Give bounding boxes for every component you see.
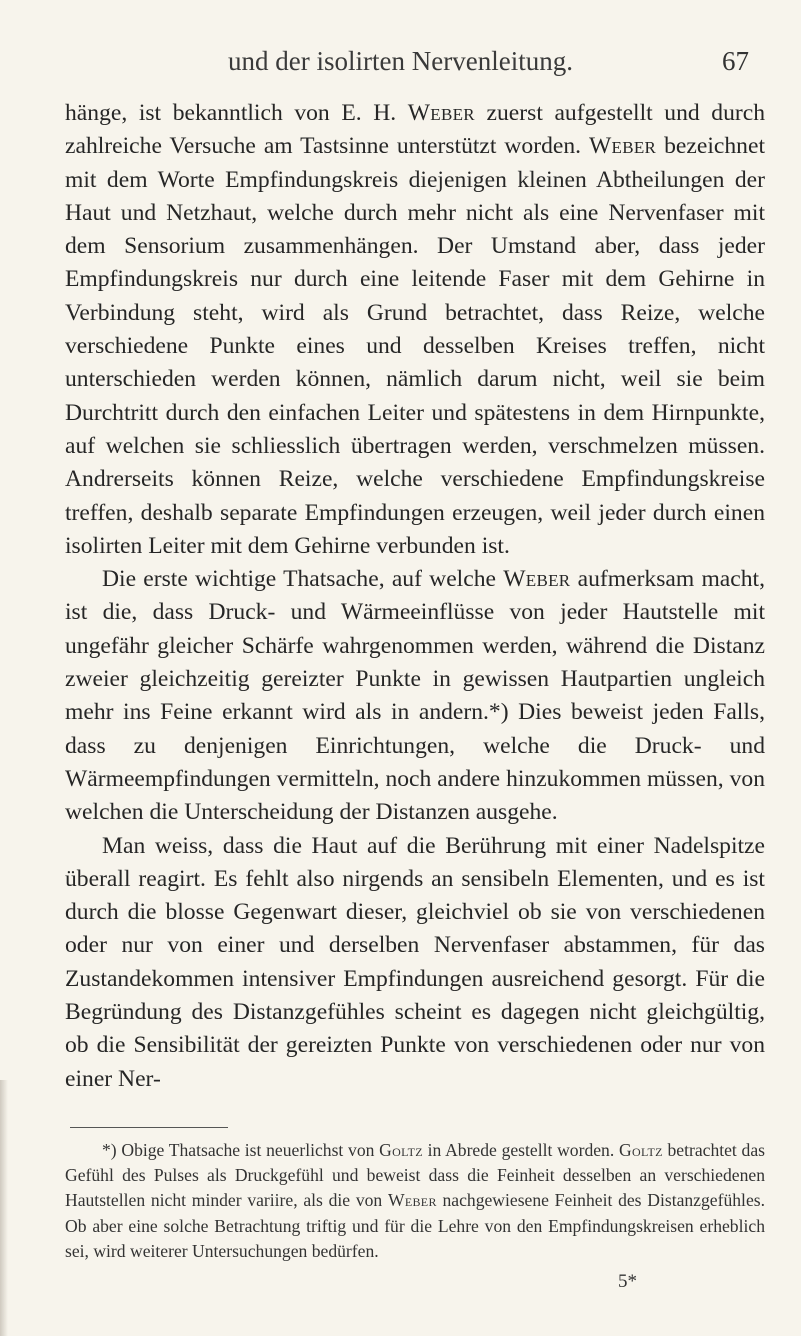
text-run: nachgewiesene Feinheit des Distanzgefühles. Ob aber eine solche Betrachtung triftig und für die Lehre von den Empfindungskreisen erheblich sei, wird weiterer Untersuchungen bedürfen. xyxy=(65,1190,765,1261)
running-head: und der isolirten Nervenleitung. xyxy=(228,46,573,76)
page-edge-shadow xyxy=(0,1080,8,1336)
page-number: 67 xyxy=(722,46,749,76)
footnote xyxy=(65,1138,765,1264)
text-run: *) Obige Thatsache ist neuerlichst von xyxy=(102,1140,380,1160)
text-run: zuerst aufgestellt und durch zahlreiche Versuche am Tastsinne unterstützt worden. xyxy=(65,100,765,160)
footnote-rule xyxy=(70,1127,228,1128)
body-text xyxy=(65,97,765,1096)
footnote-text xyxy=(65,1138,765,1264)
author-name: Weber xyxy=(588,133,657,160)
text-run: in Abrede gestellt worden. xyxy=(422,1140,619,1160)
author-name: Weber xyxy=(387,1190,437,1211)
text-run: Die erste wichtige Thatsache, auf welche xyxy=(102,566,504,593)
author-name: Goltz xyxy=(618,1140,663,1160)
signature-mark: 5* xyxy=(618,1271,637,1292)
paragraph-2 xyxy=(65,563,765,829)
text-run: bezeichnet mit dem Worte Empfindungskreis diejenigen kleinen Abtheilungen der Haut und Netzhaut, welche durch mehr nicht als eine Nervenfaser mit dem Sensorium zusammenhängen. Der Umstand aber, dass jeder Empfindungskreis nur durch eine leitende Faser mit dem Gehirne in Verbindung steht, wird als Grund betrachtet, dass Reize, welche verschiedene Punkte eines und desselben Kreises treffen, nicht unterschieden werden können, nämlich darum nicht, weil sie beim Durchtritt durch den einfachen Leiter und spätestens in dem Hirnpunkte, auf welchen sie schliesslich übertragen werden, verschmelzen müssen. Andrerseits können Reize, welche verschiedene Empfindungskreise treffen, deshalb separate Empfindungen erzeugen, weil jeder durch einen isolirten Leiter mit dem Gehirne verbunden ist. xyxy=(65,133,765,559)
text-run: aufmerksam macht, ist die, dass Druck- und Wärmeeinflüsse von jeder Hautstelle mit ungefähr gleicher Schärfe wahrgenommen werden, während die Distanz zweier gleichzeitig gereizter Punkte in gewissen Hautpartien ungleich mehr ins Feine erkannt wird als in andern.*) Dies beweist jeden Falls, dass zu denjenigen Einrichtungen, welche die Druck- und Wärmeempfindungen vermitteln, noch andere hinzukommen müssen, von welchen die Unterscheidung der Distanzen ausgehe. xyxy=(65,566,765,826)
author-name: Weber xyxy=(407,100,475,126)
text-run: betrachtet das Gefühl des Pulses als Druckgefühl und beweist dass die Feinheit desselben an verschiedenen Hautstellen nicht minder variire, als die von xyxy=(65,1140,765,1211)
page-header xyxy=(0,46,801,86)
author-name: Goltz xyxy=(379,1140,423,1160)
paragraph-1 xyxy=(65,97,765,563)
paragraph-3: Man weiss, dass die Haut auf die Berührung mit einer Nadelspitze überall reagirt. Es fehlt also nirgends an sensibeln Elementen, und es ist durch die blosse Gegenwart dieser, gleichviel ob sie von verschiedenen oder nur von einer und derselben Nervenfaser abstammen, für das Zustandekommen intensiver Empfindungen ausreichend gesorgt. Für die Begründung des Distanzgefühles scheint es dagegen nicht gleichgültig, ob die Sensibilität der gereizten Punkte von verschiedenen oder nur von einer Ner- xyxy=(65,832,765,1092)
author-name: Weber xyxy=(503,566,571,593)
text-run: hänge, ist bekanntlich von E. H. xyxy=(65,100,408,126)
